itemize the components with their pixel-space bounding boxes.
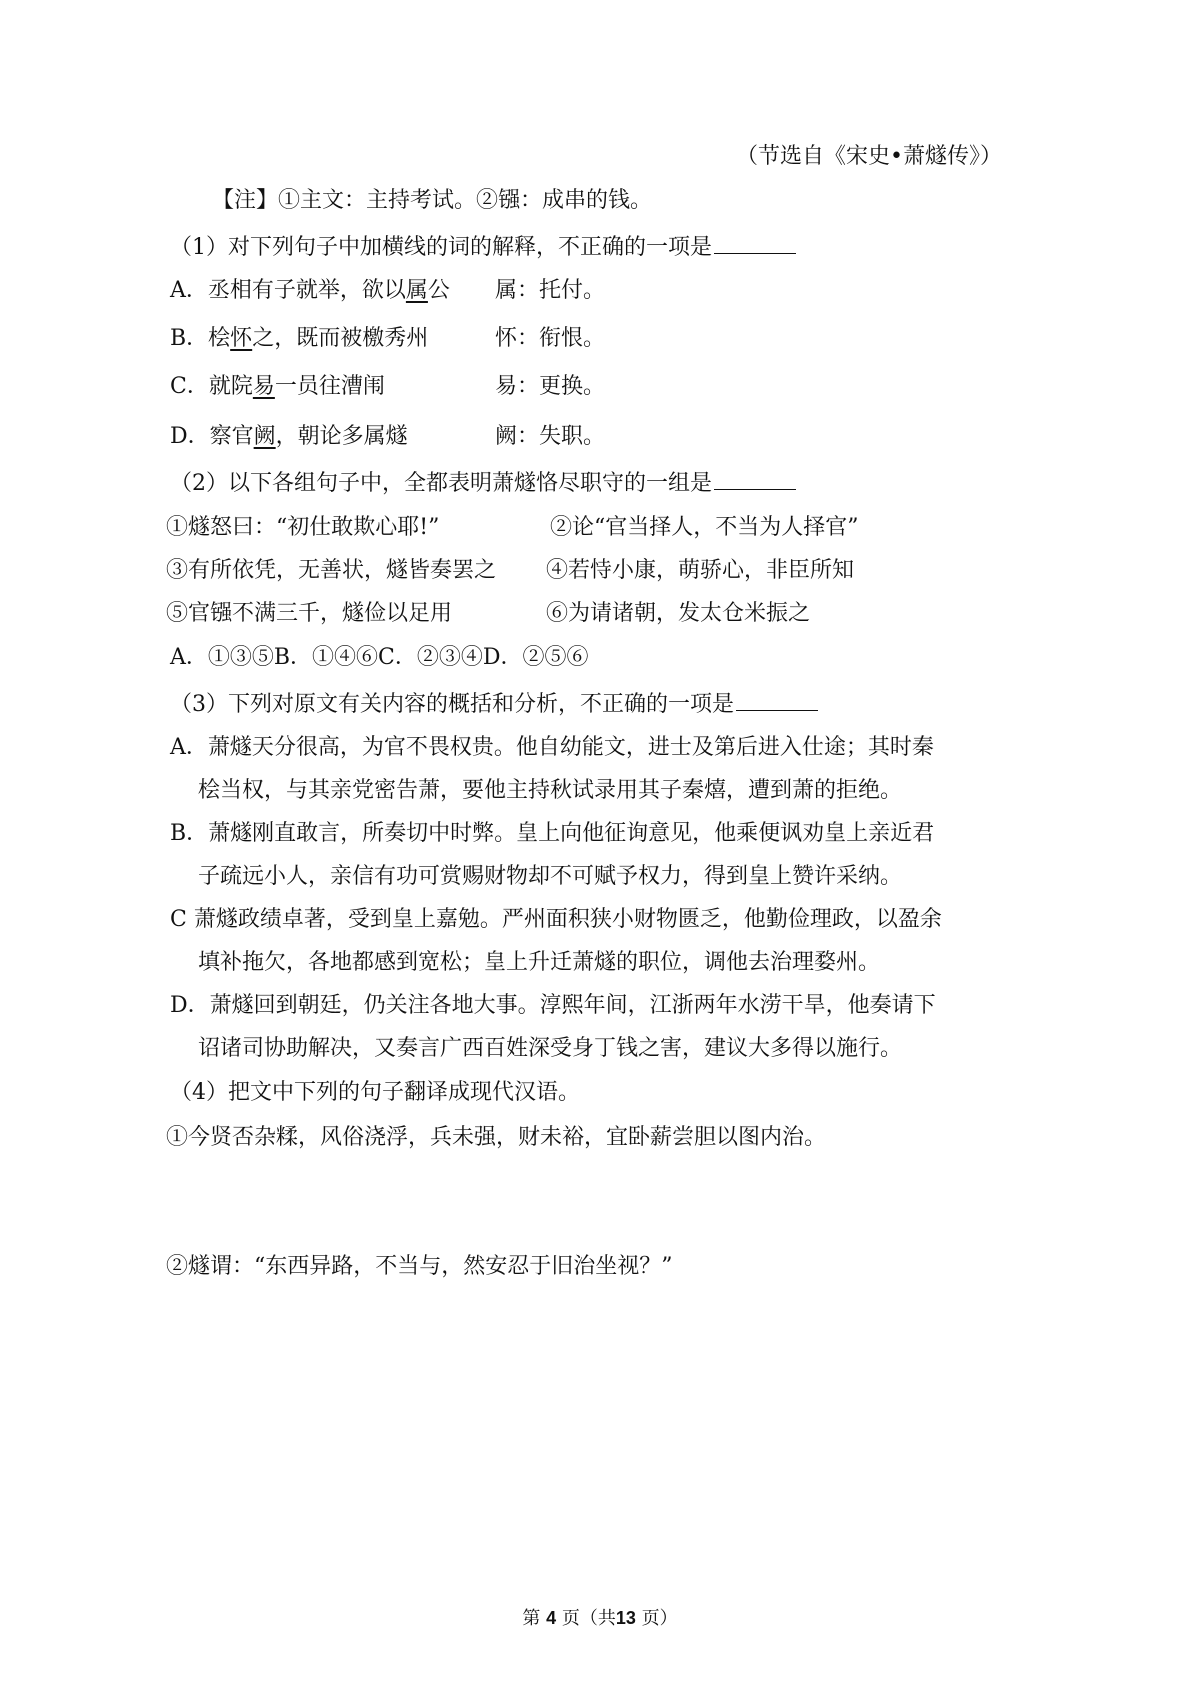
q1-option-b [170, 324, 428, 354]
footer-pre: 第 [522, 1608, 541, 1629]
q3-option-c-line1: C 萧燧政绩卓著，受到皇上嘉勉。严州面积狭小财物匮乏，他勤俭理政，以盈余 [170, 907, 942, 932]
q4-stem: （4）把文中下列的句子翻译成现代汉语。 [170, 1080, 580, 1105]
q1-d-pre: D．察官 [170, 424, 254, 449]
q2-stem-text: （2）以下各组句子中，全都表明萧燧恪尽职守的一组是 [170, 471, 712, 496]
q1-d-post: ，朝论多属燧 [275, 424, 408, 449]
q4-sentence-1: ①今贤否杂糅，风俗浇浮，兵未强，财未裕，宜卧薪尝胆以图内治。 [166, 1125, 827, 1150]
q1-a-word: 属 [405, 278, 428, 303]
q1-b-pre: B．桧 [170, 326, 231, 351]
q2-item-6: ⑥为请诸朝，发太仓米振之 [546, 601, 811, 626]
q3-option-b-line1: B．萧燧刚直敢言，所奏切中时弊。皇上向他征询意见，他乘便讽劝皇上亲近君 [170, 821, 935, 846]
q3-option-d-line1: D．萧燧回到朝廷，仍关注各地大事。淳熙年间，江浙两年水涝干旱，他奏请下 [170, 993, 936, 1018]
q1-stem-text: （1）对下列句子中加横线的词的解释，不正确的一项是 [170, 235, 712, 260]
q2-choices: A．①③⑤B．①④⑥C．②③④D．②⑤⑥ [170, 645, 589, 670]
q3-stem [170, 688, 818, 720]
footer-post: 页） [641, 1608, 678, 1629]
q3-stem-text: （3）下列对原文有关内容的概括和分析，不正确的一项是 [170, 692, 734, 717]
answer-blank [714, 467, 796, 490]
q1-c-post: 一员往漕闱 [274, 374, 385, 399]
q1-option-d [170, 422, 408, 452]
q2-item-5: ⑤官镪不满三千，燧俭以足用 [166, 601, 453, 626]
q3-option-a-line2: 桧当权，与其亲党密告萧，要他主持秋试录用其子秦熺，遭到萧的拒绝。 [198, 778, 903, 803]
q1-option-c [170, 372, 385, 402]
source-citation: （节选自《宋史•萧燧传》） [736, 144, 1002, 169]
q1-option-d-gloss: 阙：失职。 [495, 424, 606, 449]
q1-option-c-gloss: 易：更换。 [495, 374, 606, 399]
q1-c-pre: C．就院 [170, 374, 253, 399]
q1-b-post: 之，既而被檄秀州 [252, 326, 429, 351]
page-number: 4 [546, 1608, 557, 1628]
q2-item-3: ③有所依凭，无善状，燧皆奏罢之 [166, 558, 497, 583]
q3-option-c-line2: 填补拖欠，各地都感到宽松；皇上升迁萧燧的职位，调他去治理婺州。 [198, 950, 881, 975]
q1-option-a-gloss: 属：托付。 [495, 278, 606, 303]
q1-option-b-gloss: 怀：衔恨。 [495, 326, 606, 351]
page-total: 13 [615, 1608, 636, 1628]
q1-stem [170, 231, 796, 263]
q1-a-post: 公 [427, 278, 450, 303]
q2-stem [170, 467, 796, 499]
q2-item-2: ②论“官当择人，不当为人择官” [550, 515, 859, 540]
footer-mid: 页（共 [561, 1608, 616, 1629]
q3-option-a-line1: A．萧燧天分很高，为官不畏权贵。他自幼能文，进士及第后进入仕途；其时秦 [170, 735, 934, 760]
answer-blank [714, 231, 796, 254]
q1-d-word: 阙 [253, 424, 276, 449]
q3-option-b-line2: 子疏远小人，亲信有功可赏赐财物却不可赋予权力，得到皇上赞许采纳。 [198, 864, 903, 889]
q4-sentence-2: ②燧谓：“东西异路，不当与，然安忍于旧治坐视？” [166, 1254, 673, 1279]
page-footer [0, 1604, 1200, 1630]
q1-a-pre: A．丞相有子就举，欲以 [170, 278, 406, 303]
answer-blank [736, 688, 818, 711]
q1-option-a [170, 276, 450, 306]
q2-item-4: ④若恃小康，萌骄心，非臣所知 [546, 558, 855, 583]
q2-item-1: ①燧怒曰：“初仕敢欺心耶!” [166, 515, 440, 540]
note: 【注】①主文：主持考试。②镪：成串的钱。 [212, 188, 653, 213]
q1-c-word: 易 [252, 374, 275, 399]
q1-b-word: 怀 [230, 326, 253, 351]
q3-option-d-line2: 诏诸司协助解决，又奏言广西百姓深受身丁钱之害，建议大多得以施行。 [198, 1036, 903, 1061]
